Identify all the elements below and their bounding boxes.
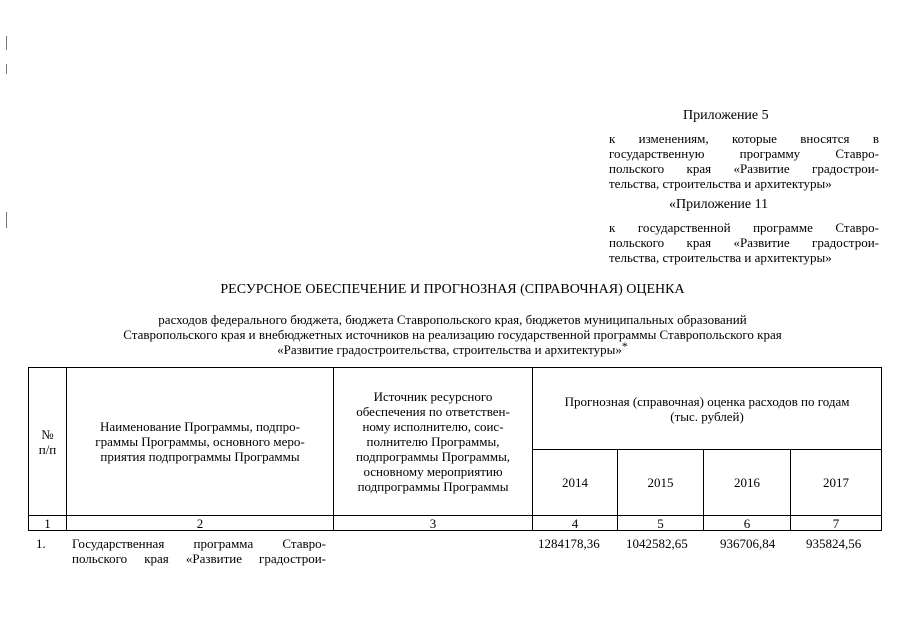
resource-table: [28, 367, 882, 531]
row-value-2014: 1284178,36: [538, 536, 600, 551]
appendix11-title: «Приложение 11: [669, 197, 769, 212]
row-name: [72, 536, 326, 566]
row-name-line: Государственная программа Ставро-: [72, 536, 326, 551]
document-subheading-line: [0, 339, 905, 357]
header-forecast-line: Прогнозная (справочная) оценка расходов по годам: [564, 393, 850, 409]
scan-mark: [6, 64, 7, 74]
header-source-line: ному исполнителю, соис-: [362, 419, 504, 434]
column-number: 3: [334, 516, 533, 531]
column-number: 7: [791, 516, 882, 531]
row-num: 1.: [36, 536, 46, 551]
column-number: 1: [29, 516, 67, 531]
header-source-line: основному мероприятию: [363, 464, 503, 479]
column-number: 2: [67, 516, 334, 531]
appendix5-line: польского края «Развитие градострои-: [609, 161, 879, 176]
header-source: [334, 368, 533, 516]
header-name: [67, 368, 334, 516]
column-number: 5: [618, 516, 704, 531]
row-value-2017: 935824,56: [806, 536, 862, 551]
header-year: 2015: [618, 450, 704, 516]
appendix11-line: польского края «Развитие градострои-: [609, 235, 879, 250]
row-value-2016: 936706,84: [720, 536, 776, 551]
header-source-line: обеспечения по ответствен-: [356, 404, 510, 419]
appendix11-line: к государственной программе Ставро-: [609, 220, 879, 235]
header-name-line: Наименование Программы, подпро-: [100, 419, 300, 434]
header-source-line: полнителю Программы,: [366, 434, 500, 449]
scan-mark: [6, 36, 7, 50]
document-heading: РЕСУРСНОЕ ОБЕСПЕЧЕНИЕ И ПРОГНОЗНАЯ (СПРАВОЧНАЯ) ОЦЕНКА: [220, 282, 685, 297]
header-source-line: подпрограммы Программы,: [355, 449, 511, 464]
header-num-line: п/п: [38, 441, 57, 457]
header-name-line: граммы Программы, основного меро-: [95, 434, 305, 449]
appendix5-line: государственную программу Ставро-: [609, 146, 879, 161]
document-subheading-line: Ставропольского края и внебюджетных источников на реализацию государственной программы Ставропольского края: [123, 327, 782, 342]
column-number: 6: [704, 516, 791, 531]
appendix11-line: тельства, строительства и архитектуры»: [609, 250, 832, 265]
header-forecast: [533, 368, 882, 450]
header-num: [29, 368, 67, 516]
column-number: 4: [533, 516, 618, 531]
scan-mark: [6, 212, 7, 228]
header-year: 2017: [791, 450, 882, 516]
header-num-line: №: [41, 426, 54, 442]
row-value-2015: 1042582,65: [626, 536, 688, 551]
header-source-line: подпрограммы Программы: [357, 479, 509, 494]
header-source-line: Источник ресурсного: [373, 389, 493, 404]
document-subheading-line: расходов федерального бюджета, бюджета Ставропольского края, бюджетов муниципальных образований: [158, 312, 747, 327]
footnote-mark: *: [621, 339, 628, 353]
appendix11-text: [609, 220, 879, 265]
appendix5-line: тельства, строительства и архитектуры»: [609, 176, 832, 191]
appendix5-title: Приложение 5: [683, 108, 769, 123]
subheading-line-text: «Развитие градостроительства, строительства и архитектуры»: [277, 342, 622, 357]
header-year: 2016: [704, 450, 791, 516]
header-name-line: приятия подпрограммы Программы: [100, 449, 300, 464]
appendix5-line: к изменениям, которые вносятся в: [609, 131, 879, 146]
appendix5-text: [609, 131, 879, 191]
header-year: 2014: [533, 450, 618, 516]
header-forecast-line: (тыс. рублей): [670, 408, 744, 424]
row-name-line: польского края «Развитие градострои-: [72, 551, 326, 566]
